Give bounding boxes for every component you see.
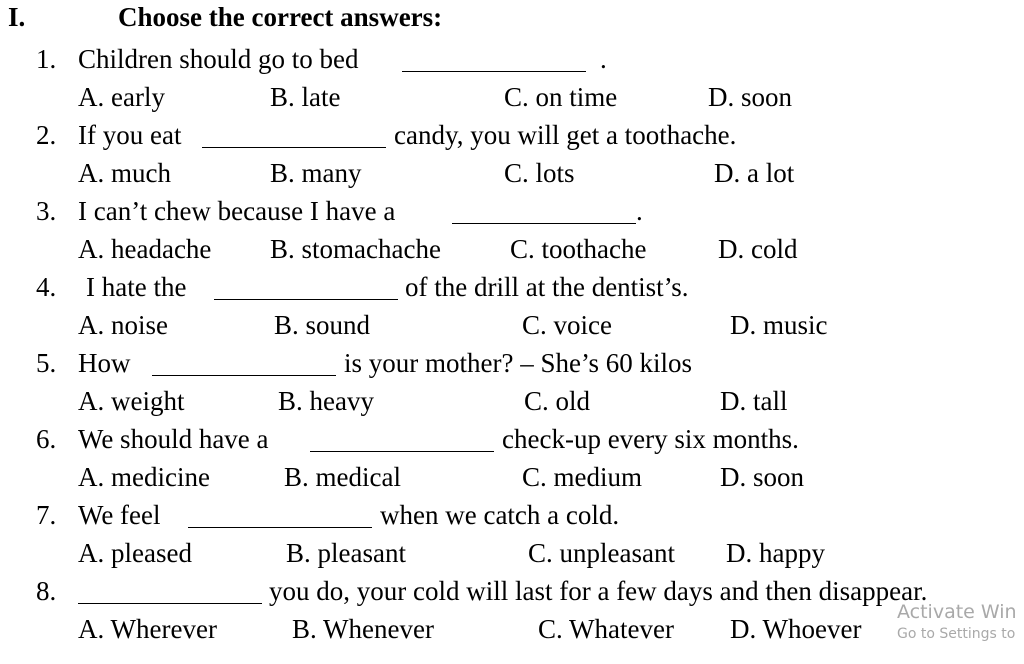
option-d: D. tall — [720, 386, 788, 416]
options-7 — [0, 536, 1024, 570]
option-a: A. medicine — [78, 462, 210, 492]
option-a: A. headache — [78, 234, 212, 264]
options-8 — [0, 612, 1024, 646]
option-d: D. music — [730, 310, 828, 340]
options-6 — [0, 460, 1024, 494]
question-text-after: when we catch a cold. — [380, 500, 620, 530]
section-title: Choose the correct answers: — [118, 2, 443, 32]
option-b: B. pleasant — [286, 538, 406, 568]
option-b: B. Whenever — [292, 614, 434, 644]
answer-blank — [452, 223, 636, 224]
option-d: D. soon — [708, 82, 793, 112]
option-a: A. early — [78, 82, 165, 112]
question-text-before: We should have a — [78, 424, 269, 454]
question-text-before: I hate the — [86, 272, 187, 302]
option-b: B. stomachache — [270, 234, 441, 264]
question-text-after: you do, your cold will last for a few days and then disappear. — [269, 576, 928, 606]
option-d: D. cold — [718, 234, 798, 264]
answer-blank — [402, 71, 586, 72]
watermark-title: Activate Win — [897, 601, 1017, 623]
option-c: C. medium — [522, 462, 642, 492]
option-d: D. Whoever — [730, 614, 862, 644]
options-1 — [0, 80, 1024, 114]
option-d: D. soon — [720, 462, 805, 492]
option-c: C. voice — [522, 310, 612, 340]
option-c: C. lots — [504, 158, 575, 188]
question-number: 8. — [36, 576, 57, 606]
question-number: 2. — [36, 120, 57, 150]
question-number: 7. — [36, 500, 57, 530]
option-c: C. unpleasant — [528, 538, 675, 568]
section-heading — [8, 2, 442, 33]
option-a: A. pleased — [78, 538, 192, 568]
question-text-before: How — [78, 348, 131, 378]
option-a: A. Wherever — [78, 614, 217, 644]
option-c: C. Whatever — [538, 614, 674, 644]
watermark-subtitle: Go to Settings to — [897, 626, 1016, 642]
question-text-after: check-up every six months. — [502, 424, 799, 454]
answer-blank — [152, 375, 336, 376]
option-c: C. old — [524, 386, 591, 416]
question-text-after: is your mother? – She’s 60 kilos — [344, 348, 692, 378]
option-d: D. happy — [726, 538, 825, 568]
option-b: B. heavy — [278, 386, 374, 416]
option-a: A. noise — [78, 310, 168, 340]
question-text-after: . — [600, 44, 607, 74]
option-d: D. a lot — [714, 158, 795, 188]
answer-blank — [214, 299, 398, 300]
answer-blank — [78, 603, 262, 604]
options-3 — [0, 232, 1024, 266]
option-b: B. many — [270, 158, 362, 188]
option-b: B. sound — [274, 310, 371, 340]
options-5 — [0, 384, 1024, 418]
option-c: C. toothache — [510, 234, 647, 264]
option-a: A. much — [78, 158, 171, 188]
options-2 — [0, 156, 1024, 190]
answer-blank — [202, 147, 386, 148]
answer-blank — [188, 527, 372, 528]
option-b: B. late — [270, 82, 341, 112]
answer-blank — [310, 451, 494, 452]
question-text-before: We feel — [78, 500, 161, 530]
question-number: 4. — [36, 272, 57, 302]
question-text-before: If you eat — [78, 120, 182, 150]
question-text-after: . — [636, 196, 643, 226]
question-number: 3. — [36, 196, 57, 226]
question-number: 1. — [36, 44, 57, 74]
question-text-after: candy, you will get a toothache. — [394, 120, 737, 150]
option-b: B. medical — [284, 462, 401, 492]
question-text-before: Children should go to bed — [78, 44, 359, 74]
section-number: I. — [8, 2, 26, 32]
question-text-before: I can’t chew because I have a — [78, 196, 396, 226]
option-a: A. weight — [78, 386, 185, 416]
question-number: 6. — [36, 424, 57, 454]
options-4 — [0, 308, 1024, 342]
question-text-after: of the drill at the dentist’s. — [405, 272, 689, 302]
question-number: 5. — [36, 348, 57, 378]
option-c: C. on time — [504, 82, 618, 112]
windows-activation-watermark — [897, 600, 1017, 644]
